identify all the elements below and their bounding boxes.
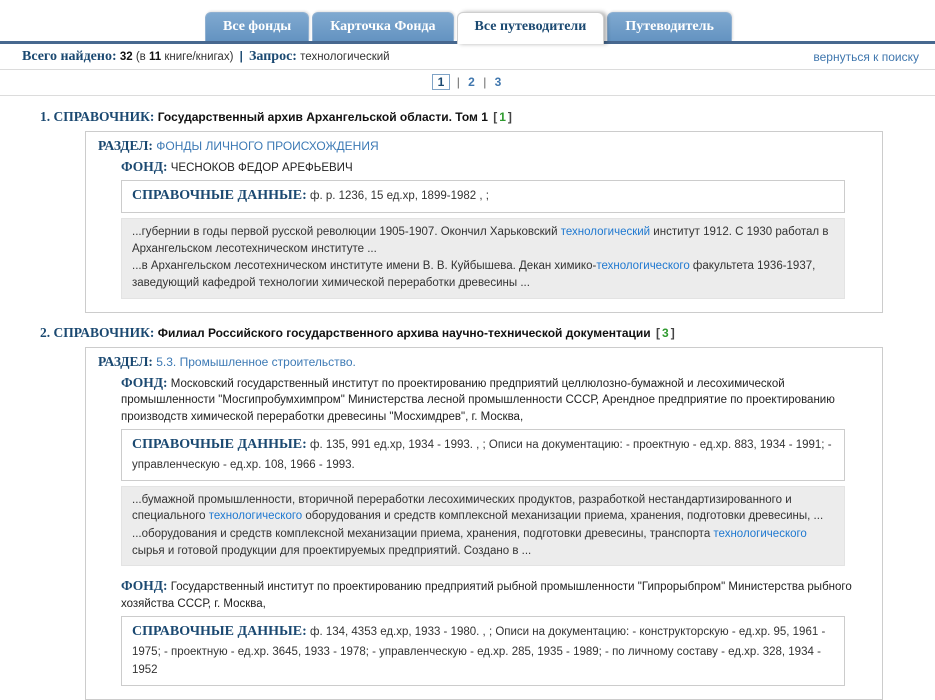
reference-data-value: ф. 135, 991 ед.хр, 1934 - 1993. , ; Описи на документацию: - проектную - ед.хр. 883, 1934 - 1991; - управленческую - ед.хр. 108, 1966 - 1993. [132,438,832,472]
tab-guide[interactable]: Путеводитель [607,12,732,41]
result-header [40,325,935,341]
fond-block [121,373,875,566]
results-summary-bar [0,44,935,70]
fond-name: ЧЕСНОКОВ ФЕДОР АРЕФЬЕВИЧ [170,162,353,174]
tab-all-guides[interactable]: Все путеводители [457,12,605,44]
section-link[interactable]: ФОНДЫ ЛИЧНОГО ПРОИСХОЖДЕНИЯ [156,139,379,153]
fond-line [121,157,875,177]
reference-data-box [121,429,845,481]
result-header [40,109,935,125]
section-line [98,137,882,155]
reference-data-value: ф. р. 1236, 15 ед.хр, 1899-1982 , ; [309,189,489,202]
reference-data-label: СПРАВОЧНЫЕ ДАННЫЕ: [132,436,307,452]
fond-block [121,576,875,686]
fond-name: Государственный институт по проектированию предприятий рыбной промышленности "Гипрорыбпром" Министерства рыбного хозяйства СССР, г. Москва, [121,581,852,610]
snippet-line: ...оборудования и средств комплексной механизации приема, хранения, подготовки древесины, транспорта технологического сырья и готовой продукции для проектируемых предприятий. Создано в ... [132,527,807,557]
found-label: Всего найдено: [22,49,117,64]
match-count[interactable]: 1 [499,110,506,124]
fond-label: ФОНД: [121,374,168,390]
fond-block [121,157,875,299]
result-item [0,109,935,313]
fond-line [121,576,875,612]
fond-line [121,373,875,426]
books-suffix: книге/книгах) [164,51,234,63]
guide-title: Филиал Российского государственного архива научно-технической документации [157,325,651,340]
pagination-separator: | [483,75,487,89]
found-count: 32 [119,51,133,63]
section-label: РАЗДЕЛ: [98,138,153,153]
page-number-link-3[interactable]: 3 [494,75,502,89]
snippet-line: ...губернии в годы первой русской революции 1905-1907. Окончил Харьковский технологический институт 1912. С 1930 работал в Архангельском лесотехническом институте ... [132,226,829,255]
snippet-line: ...бумажной промышленности, вторичной переработки лесохимических продуктов, разработкой нестандартизированного и специального технологического оборудования и средств комплексной механизации приема, хранения, подготовки древесины, ... [132,493,824,523]
back-to-search-link[interactable]: вернуться к поиску [813,50,919,64]
match-count[interactable]: 3 [662,325,669,340]
fond-label: ФОНД: [121,578,168,594]
bracket-open: [ [656,325,661,340]
result-number: 2. [40,324,51,340]
section-link[interactable]: 5.3. Промышленное строительство. [156,354,356,369]
tab-bar [0,0,935,44]
bracket-open: [ [493,110,498,124]
books-prefix: (в [135,51,146,63]
reference-data-box [121,180,845,213]
result-item [0,325,935,700]
section-label: РАЗДЕЛ: [98,353,153,369]
reference-data-label: СПРАВОЧНЫЕ ДАННЫЕ: [132,187,307,203]
reference-data-box [121,616,845,686]
snippet-line: ...в Архангельском лесотехническом институте имени В. В. Куйбышева. Декан химико-технологического факультета 1936-1937, заведующий кафедрой технологии химической переработки древесины ... [132,260,816,290]
bracket-close: ] [670,325,675,340]
result-type-label: СПРАВОЧНИК: [53,324,155,340]
fond-label: ФОНД: [121,159,168,174]
results-summary-text [22,49,390,65]
tab-all-fonds[interactable]: Все фонды [205,12,309,41]
snippet-box [121,218,845,299]
books-count: 11 [148,51,162,63]
bracket-close: ] [507,110,512,124]
pagination-separator: | [456,75,460,89]
query-label: Запрос: [249,49,297,64]
query-value: технологический [300,51,390,63]
summary-separator: | [239,51,243,63]
result-number: 1. [40,109,51,124]
tab-fond-card[interactable]: Карточка Фонда [312,12,453,41]
page-number-current: 1 [432,74,451,90]
guide-title: Государственный архив Архангельской области. Том 1 [157,110,488,124]
section-container [85,131,883,313]
snippet-box [121,486,845,567]
results-list [0,96,935,700]
page-number-link-2[interactable]: 2 [468,75,475,89]
section-container [85,347,883,700]
fond-name: Московский государственный институт по проектированию предприятий целлюлозно-бумажной и лесохимической промышленности "Мосгипробумхимпром" Министерства лесной промышленности СССР, Арендное предприятие по проектированию производств химической переработки древесины "Мосхимдрев", г. Москва, [121,377,835,424]
reference-data-value: ф. 134, 4353 ед.хр, 1933 - 1980. , ; Описи на документацию: - конструкторскую - ед.хр. 95, 1961 - 1975; - проектную - ед.хр. 3645, 1933 - 1978; - управленческую - ед.хр. 285, 1935 - 1989; - по личному составу - ед.хр. 328, 1934 - 1952 [132,625,826,677]
pagination [0,70,935,96]
section-line [98,353,882,371]
result-type-label: СПРАВОЧНИК: [53,109,155,124]
reference-data-label: СПРАВОЧНЫЕ ДАННЫЕ: [132,623,307,639]
